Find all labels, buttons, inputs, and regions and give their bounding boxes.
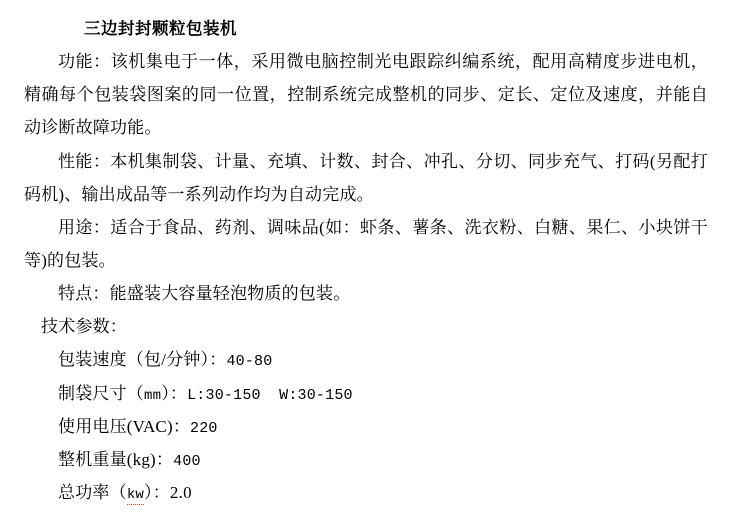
spec-row-power	[24, 476, 726, 509]
spec-unit-bag-size: mm	[144, 387, 162, 404]
paragraph-usage-text: 适合于食品、药剂、调味品(如：虾条、薯条、洗衣粉、白糖、果仁、小块饼干等)的包装。	[24, 217, 708, 270]
paragraph-features-text: 能盛装大容量轻泡物质的包装。	[109, 284, 351, 304]
spec-value-voltage: 220	[190, 419, 218, 437]
spec-label-bag-size: 制袋尺寸（	[58, 383, 144, 403]
spec-unit-power: kw	[126, 487, 145, 504]
paragraph-performance-label: 性能：	[58, 151, 111, 171]
spec-label-voltage: 使用电压(VAC)：	[58, 416, 191, 436]
spec-value-bag-size: L:30-150 W:30-150	[187, 386, 353, 404]
specs-heading: 技术参数：	[41, 317, 127, 337]
spec-label-weight: 整机重量(kg)：	[58, 450, 174, 470]
spec-row-voltage	[24, 410, 726, 443]
spec-label-power-tail: ）：2.0	[144, 483, 192, 503]
spec-value-weight: 400	[173, 453, 201, 471]
paragraph-features-label: 特点：	[58, 284, 110, 304]
page-title: 三边封封颗粒包装机	[84, 20, 237, 38]
spec-value-speed: 40-80	[226, 353, 273, 371]
paragraph-function-text: 该机集电于一体，采用微电脑控制光电跟踪纠编系统，配用高精度步进电机，精确每个包装袋图案的同一位置，控制系统完成整机的同步、定长、定位及速度，并能自动诊断故障功能。	[24, 52, 708, 138]
paragraph-usage	[24, 211, 726, 277]
paragraph-performance-text: 本机集制袋、计量、充填、计数、封合、冲孔、分切、同步充气、打码(另配打码机)、输出成品等一系列动作均为自动完成。	[24, 151, 708, 204]
paragraph-usage-label: 用途：	[58, 217, 111, 237]
spec-row-speed	[24, 343, 726, 376]
paragraph-features	[24, 277, 726, 310]
spec-row-weight	[24, 443, 726, 476]
paragraph-performance	[24, 145, 726, 211]
spec-label-power: 总功率（	[58, 483, 127, 503]
paragraph-function	[24, 45, 726, 144]
spec-label-bag-size-tail: ）：	[161, 383, 188, 403]
spec-row-bag-size	[24, 377, 726, 410]
spec-label-speed: 包装速度（包/分钟）：	[58, 350, 227, 370]
paragraph-function-label: 功能：	[58, 52, 111, 72]
